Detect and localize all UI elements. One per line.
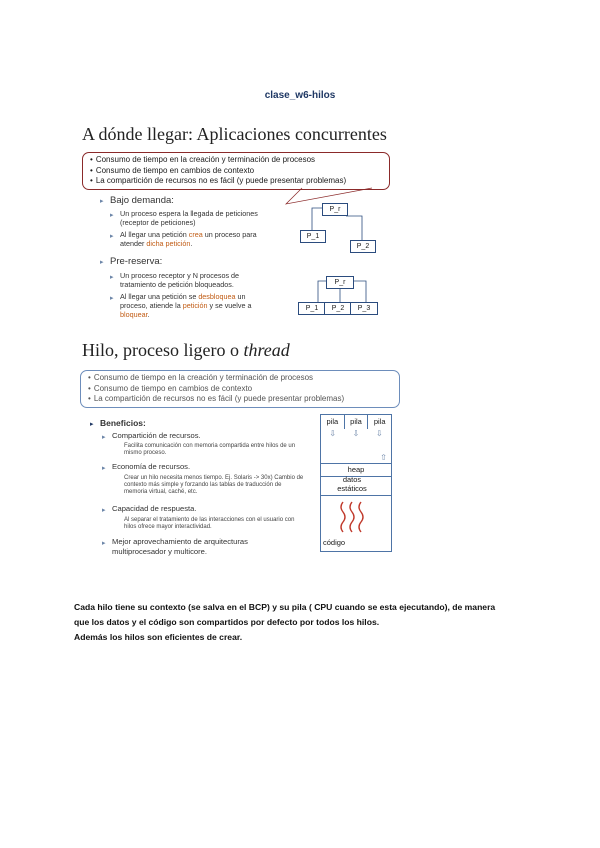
process-box-p3: P_3	[350, 302, 378, 315]
bajo-demanda-label: Bajo demanda:	[110, 195, 174, 206]
process-box-p1: P_1	[298, 302, 326, 315]
heap-region: heap	[321, 463, 391, 477]
thread-memory-diagram	[320, 414, 392, 552]
beneficios-label: Beneficios:	[100, 418, 146, 428]
callout-item: • Consumo de tiempo en la creación y terminación de procesos	[95, 373, 393, 384]
document-title: clase_w6-hilos	[264, 90, 336, 101]
process-box-p2: P_2	[350, 240, 376, 253]
stack-pila-3: pila	[373, 417, 386, 426]
arrow-down-icon: ⇩	[329, 429, 337, 438]
slide1-heading: A dónde llegar: Aplicaciones concurrentes	[82, 124, 387, 144]
heap-arrow-up-icon: ⇧	[380, 453, 387, 462]
bullet-arrow-icon: ▸	[102, 507, 106, 514]
bullet-arrow-icon: ▸	[100, 259, 104, 266]
stack-row	[321, 415, 391, 429]
bullet-arrow-icon: ▸	[110, 233, 114, 240]
pre-reserva-item2: Al llegar una petición se desbloquea un proceso, atiende la petición y se vuelve a bloquear.	[120, 292, 252, 319]
slide-aplicaciones-concurrentes	[72, 118, 408, 330]
process-box-pr: P_r	[326, 276, 354, 289]
bullet-arrow-icon: ▸	[110, 295, 114, 302]
callout-item: • Consumo de tiempo en cambios de contexto	[95, 384, 393, 395]
bullet-arrow-icon: ▸	[102, 434, 106, 441]
beneficio-item: Capacidad de respuesta.	[112, 504, 197, 513]
beneficio-item: Mejor aprovechamiento de arquitecturas multiprocesador y multicore.	[112, 537, 248, 556]
stack-growth-arrows	[321, 429, 391, 438]
code-squiggle-icon	[321, 498, 391, 538]
pre-reserva-label: Pre-reserva:	[110, 256, 163, 267]
arrow-down-icon: ⇩	[352, 429, 360, 438]
body-paragraph	[74, 600, 544, 645]
bajo-demanda-item1: Un proceso espera la llegada de peticiones (receptor de peticiones)	[120, 209, 258, 227]
bullet-arrow-icon: ▸	[90, 421, 94, 428]
code-region	[321, 495, 391, 552]
beneficio-item: Economía de recursos.	[112, 462, 191, 471]
bajo-demanda-item2: Al llegar una petición crea un proceso para atender dicha petición.	[120, 230, 257, 248]
paragraph-line: Cada hilo tiene su contexto (se salva en el BCP) y su pila ( CPU cuando se esta ejecutando), de manera	[74, 602, 496, 612]
pre-reserva-item1: Un proceso receptor y N procesos de tratamiento de petición bloqueados.	[120, 271, 240, 289]
beneficio-detail: Al separar el tratamiento de las interacciones con el usuario con hilos ofrece mayor interactividad.	[124, 517, 295, 530]
process-box-pr: P_r	[322, 203, 348, 216]
callout-item: • La compartición de recursos no es fácil (y puede presentar problemas)	[97, 176, 383, 187]
arrow-down-icon: ⇩	[375, 429, 383, 438]
paragraph-line: que los datos y el código son compartidos por defecto por todos los hilos.	[74, 617, 380, 627]
callout-item: • Consumo de tiempo en la creación y terminación de procesos	[97, 155, 383, 166]
bullet-arrow-icon: ▸	[110, 212, 114, 219]
callout-item: • La compartición de recursos no es fácil (y puede presentar problemas)	[95, 394, 393, 405]
slide2-callout	[80, 370, 400, 408]
callout-item: • Consumo de tiempo en cambios de contexto	[97, 166, 383, 177]
stack-pila-1: pila	[321, 415, 345, 429]
datos-estaticos-region: datos estáticos	[337, 475, 367, 493]
slide2-heading: Hilo, proceso ligero o thread	[82, 340, 290, 360]
paragraph-line: Además los hilos son eficientes de crear.	[74, 632, 243, 642]
bullet-arrow-icon: ▸	[110, 274, 114, 281]
stack-pila-2: pila	[345, 415, 369, 429]
codigo-label: código	[323, 538, 346, 547]
beneficio-detail: Crear un hilo necesita menos tiempo. Ej. Solaris -> 30x) Cambio de contexto más simple y forzando las tablas de traducción de memoria virtual, caché, etc.	[124, 475, 304, 495]
beneficio-detail: Facilita comunicación con memoria compartida entre hilos de un mismo proceso.	[124, 443, 296, 456]
process-box-p2: P_2	[324, 302, 352, 315]
bullet-arrow-icon: ▸	[102, 540, 106, 547]
bullet-arrow-icon: ▸	[102, 465, 106, 472]
beneficio-item: Compartición de recursos.	[112, 431, 201, 440]
slide-hilo-proceso-ligero	[72, 336, 408, 564]
process-box-p1: P_1	[300, 230, 326, 243]
bullet-arrow-icon: ▸	[100, 198, 104, 205]
